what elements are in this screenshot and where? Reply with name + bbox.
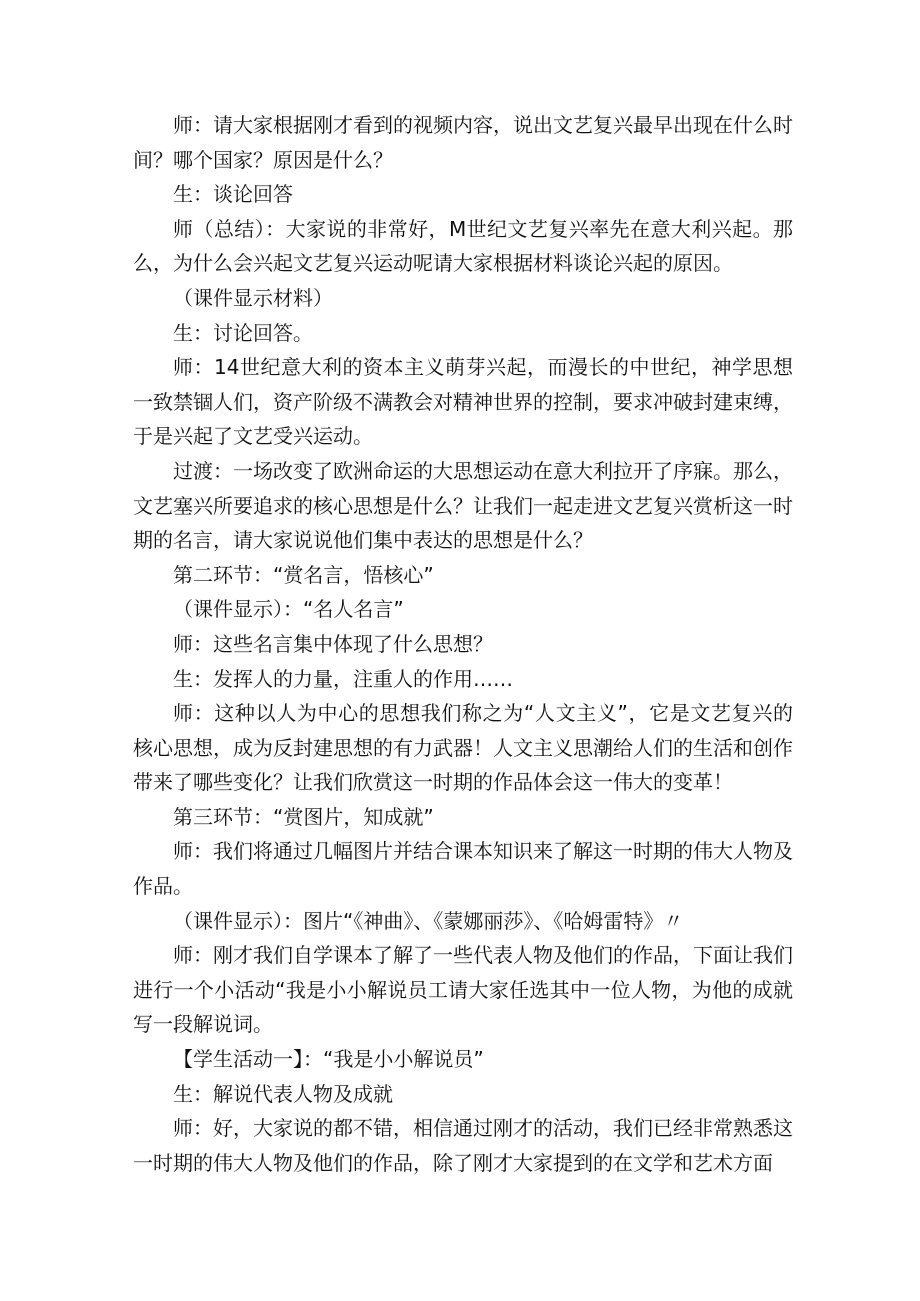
paragraph: （课件显示）：“名人名言” [173,597,404,622]
paragraph: 师：我们将通过几幅图片并结合课本知识来了解这一时期的伟大人物及作品。 [133,839,793,899]
paragraph: 师：请大家根据刚才看到的视频内容，说出文艺复兴最早出现在什么时间？哪个国家？原因是什么？ [133,113,793,172]
paragraph: 师：好，大家说的都不错，相信通过刚才的活动，我们已经非常熟悉这一时期的伟大人物及他们的作品，除了刚才大家提到的在文学和艺术方面 [133,1116,793,1175]
paragraph: （课件显示材料） [173,285,333,310]
paragraph: 生：解说代表人物及成就 [173,1081,393,1106]
paragraph: 师：这种以人为中心的思想我们称之为“人文主义”，它是文艺复兴的核心思想，成为反封建思想的有力武器！人文主义思潮给人们的生活和创作带来了哪些变化？让我们欣赏这一时期的作品体会这一伟大的变革！ [133,701,793,795]
paragraph: 师：14世纪意大利的资本主义萌芽兴起，而漫长的中世纪，神学思想一致禁锢人们，资产阶级不满教会对精神世界的控制，要求冲破封建束缚，于是兴起了文艺受兴运动。 [133,355,793,449]
paragraph: 师：这些名言集中体现了什么思想？ [173,631,493,656]
document-body [133,108,793,1180]
paragraph: 生：讨论回答。 [173,320,313,345]
paragraph: 过渡：一场改变了欧洲命运的大思想运动在意大利拉开了序寐。那么，文艺塞兴所要追求的核心思想是什么？让我们一起走进文艺复兴赏析这一时期的名言，请大家说说他们集中表达的思想是什么？ [133,458,793,553]
paragraph: （课件显示）：图片“《神曲》、《蒙娜丽莎》、《哈姆雷特》〃 [173,908,684,933]
section-heading: 第三环节：“赏图片，知成就” [173,804,434,829]
paragraph: 师：刚才我们自学课本了解了一些代表人物及他们的作品，下面让我们进行一个小活动“我是小小解说员工请大家任选其中一位人物，为他的成就写一段解说词。 [133,943,793,1037]
paragraph: 生：发挥人的力量，注重人的作用…… [173,666,513,691]
paragraph: 生：谈论回答 [173,182,293,207]
paragraph: 师（总结）：大家说的非常好，M世纪文艺复兴率先在意大利兴起。那么，为什么会兴起文艺复兴运动呢请大家根据材料谈论兴起的原因。 [133,216,793,276]
activity-heading: 【学生活动一】：“我是小小解说员” [173,1047,484,1072]
section-heading: 第二环节：“赏名言，悟核心” [173,562,434,587]
